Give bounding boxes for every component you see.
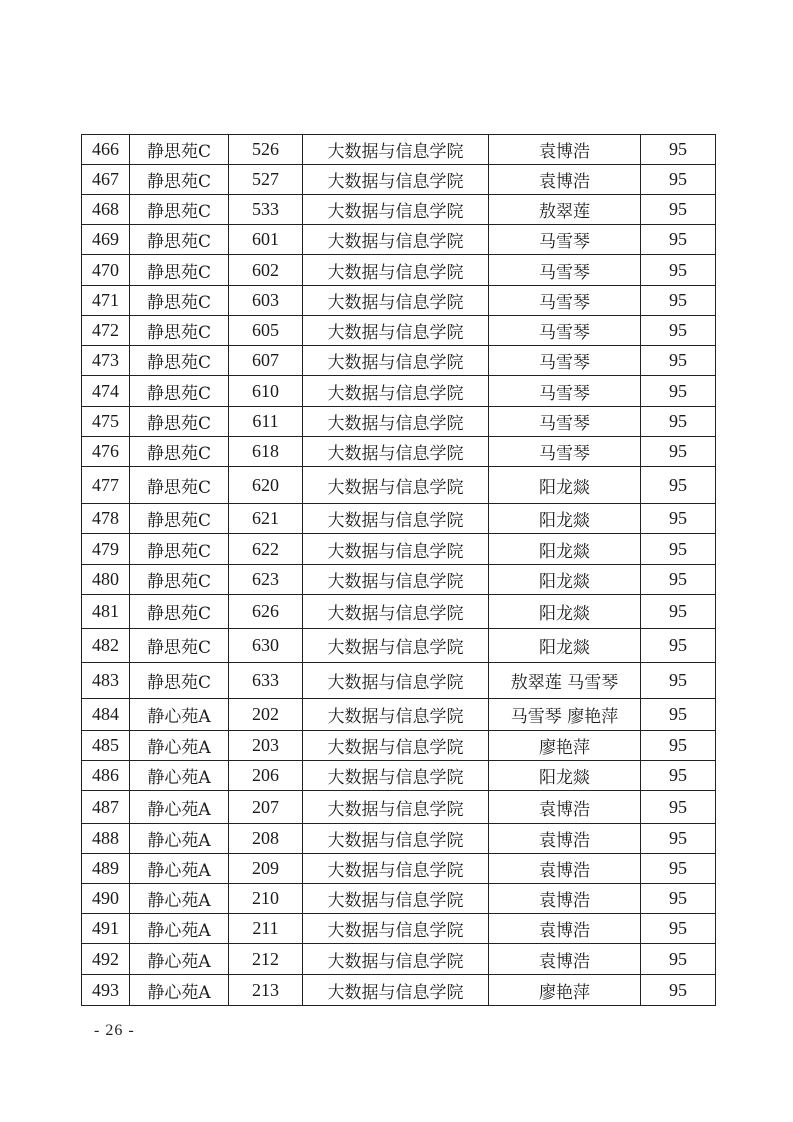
inspector-name: 阳龙燚 [489,761,641,791]
table-row [82,663,716,699]
building-name: 静思苑C [130,437,229,467]
table-row [82,225,716,255]
inspector-name: 阳龙燚 [489,595,641,629]
college-name: 大数据与信息学院 [303,699,489,731]
building-name: 静心苑A [130,914,229,944]
building-name: 静心苑A [130,854,229,884]
row-number: 476 [82,437,130,467]
inspector-name: 马雪琴 [489,346,641,376]
row-number: 487 [82,791,130,824]
score-value: 95 [641,286,716,316]
room-number: 526 [229,135,303,165]
inspector-name: 阳龙燚 [489,467,641,504]
score-value: 95 [641,565,716,595]
table-row [82,504,716,534]
inspector-name: 阳龙燚 [489,629,641,663]
inspector-name: 阳龙燚 [489,534,641,565]
score-value: 95 [641,407,716,437]
row-number: 491 [82,914,130,944]
score-value: 95 [641,467,716,504]
score-value: 95 [641,595,716,629]
building-name: 静心苑A [130,699,229,731]
row-number: 475 [82,407,130,437]
college-name: 大数据与信息学院 [303,286,489,316]
room-number: 207 [229,791,303,824]
building-name: 静思苑C [130,504,229,534]
inspector-name: 马雪琴 [489,376,641,407]
building-name: 静思苑C [130,346,229,376]
room-number: 622 [229,534,303,565]
college-name: 大数据与信息学院 [303,165,489,195]
score-value: 95 [641,376,716,407]
row-number: 466 [82,135,130,165]
room-number: 211 [229,914,303,944]
row-number: 481 [82,595,130,629]
dormitory-score-table [81,134,716,1006]
row-number: 484 [82,699,130,731]
score-value: 95 [641,346,716,376]
college-name: 大数据与信息学院 [303,944,489,975]
score-value: 95 [641,854,716,884]
score-value: 95 [641,534,716,565]
room-number: 203 [229,731,303,761]
room-number: 213 [229,975,303,1006]
inspector-name: 马雪琴 廖艳萍 [489,699,641,731]
table-row [82,316,716,346]
inspector-name: 袁博浩 [489,824,641,854]
row-number: 467 [82,165,130,195]
row-number: 482 [82,629,130,663]
building-name: 静心苑A [130,791,229,824]
college-name: 大数据与信息学院 [303,407,489,437]
room-number: 601 [229,225,303,255]
score-value: 95 [641,731,716,761]
building-name: 静思苑C [130,316,229,346]
table-row [82,286,716,316]
college-name: 大数据与信息学院 [303,595,489,629]
room-number: 527 [229,165,303,195]
row-number: 478 [82,504,130,534]
table-row [82,534,716,565]
building-name: 静心苑A [130,731,229,761]
score-value: 95 [641,761,716,791]
table-row [82,407,716,437]
table-row [82,944,716,975]
college-name: 大数据与信息学院 [303,135,489,165]
score-value: 95 [641,225,716,255]
score-value: 95 [641,975,716,1006]
building-name: 静思苑C [130,376,229,407]
score-value: 95 [641,255,716,286]
room-number: 618 [229,437,303,467]
inspector-name: 袁博浩 [489,884,641,914]
room-number: 212 [229,944,303,975]
inspector-name: 袁博浩 [489,914,641,944]
row-number: 470 [82,255,130,286]
building-name: 静思苑C [130,407,229,437]
college-name: 大数据与信息学院 [303,731,489,761]
table-row [82,165,716,195]
inspector-name: 袁博浩 [489,165,641,195]
building-name: 静思苑C [130,467,229,504]
college-name: 大数据与信息学院 [303,534,489,565]
score-value: 95 [641,629,716,663]
college-name: 大数据与信息学院 [303,346,489,376]
row-number: 485 [82,731,130,761]
inspector-name: 阳龙燚 [489,504,641,534]
table-row [82,884,716,914]
row-number: 473 [82,346,130,376]
room-number: 206 [229,761,303,791]
room-number: 633 [229,663,303,699]
college-name: 大数据与信息学院 [303,225,489,255]
building-name: 静思苑C [130,565,229,595]
college-name: 大数据与信息学院 [303,761,489,791]
room-number: 620 [229,467,303,504]
row-number: 480 [82,565,130,595]
table-row [82,437,716,467]
inspector-name: 阳龙燚 [489,565,641,595]
building-name: 静思苑C [130,165,229,195]
building-name: 静心苑A [130,884,229,914]
college-name: 大数据与信息学院 [303,629,489,663]
college-name: 大数据与信息学院 [303,504,489,534]
college-name: 大数据与信息学院 [303,975,489,1006]
row-number: 493 [82,975,130,1006]
room-number: 621 [229,504,303,534]
inspector-name: 马雪琴 [489,225,641,255]
row-number: 488 [82,824,130,854]
college-name: 大数据与信息学院 [303,195,489,225]
table-row [82,595,716,629]
table-row [82,699,716,731]
table-row [82,975,716,1006]
building-name: 静思苑C [130,629,229,663]
score-value: 95 [641,914,716,944]
score-value: 95 [641,824,716,854]
table-row [82,824,716,854]
inspector-name: 袁博浩 [489,791,641,824]
room-number: 202 [229,699,303,731]
row-number: 471 [82,286,130,316]
inspector-name: 廖艳萍 [489,731,641,761]
room-number: 603 [229,286,303,316]
table-row [82,255,716,286]
score-value: 95 [641,135,716,165]
college-name: 大数据与信息学院 [303,437,489,467]
inspector-name: 敖翠莲 马雪琴 [489,663,641,699]
college-name: 大数据与信息学院 [303,884,489,914]
table-row [82,346,716,376]
score-value: 95 [641,195,716,225]
row-number: 474 [82,376,130,407]
room-number: 630 [229,629,303,663]
score-value: 95 [641,884,716,914]
room-number: 623 [229,565,303,595]
inspector-name: 马雪琴 [489,407,641,437]
room-number: 210 [229,884,303,914]
table-row [82,731,716,761]
table-body [82,135,716,1006]
inspector-name: 马雪琴 [489,286,641,316]
building-name: 静思苑C [130,595,229,629]
score-value: 95 [641,791,716,824]
row-number: 468 [82,195,130,225]
building-name: 静思苑C [130,663,229,699]
table-row [82,629,716,663]
room-number: 607 [229,346,303,376]
table-row [82,195,716,225]
room-number: 610 [229,376,303,407]
score-value: 95 [641,663,716,699]
room-number: 208 [229,824,303,854]
inspector-name: 马雪琴 [489,255,641,286]
inspector-name: 袁博浩 [489,944,641,975]
college-name: 大数据与信息学院 [303,791,489,824]
inspector-name: 袁博浩 [489,854,641,884]
score-value: 95 [641,504,716,534]
table-row [82,376,716,407]
college-name: 大数据与信息学院 [303,565,489,595]
college-name: 大数据与信息学院 [303,467,489,504]
table-row [82,467,716,504]
page-number: - 26 - [94,1022,135,1039]
building-name: 静思苑C [130,255,229,286]
building-name: 静思苑C [130,534,229,565]
inspector-name: 敖翠莲 [489,195,641,225]
row-number: 469 [82,225,130,255]
college-name: 大数据与信息学院 [303,663,489,699]
building-name: 静思苑C [130,135,229,165]
score-value: 95 [641,165,716,195]
row-number: 477 [82,467,130,504]
table-row [82,565,716,595]
college-name: 大数据与信息学院 [303,376,489,407]
row-number: 483 [82,663,130,699]
inspector-name: 马雪琴 [489,316,641,346]
row-number: 490 [82,884,130,914]
building-name: 静心苑A [130,944,229,975]
row-number: 472 [82,316,130,346]
room-number: 611 [229,407,303,437]
room-number: 605 [229,316,303,346]
building-name: 静思苑C [130,225,229,255]
table-row [82,761,716,791]
building-name: 静心苑A [130,975,229,1006]
row-number: 492 [82,944,130,975]
row-number: 479 [82,534,130,565]
college-name: 大数据与信息学院 [303,914,489,944]
building-name: 静思苑C [130,286,229,316]
room-number: 533 [229,195,303,225]
inspector-name: 廖艳萍 [489,975,641,1006]
table-row [82,791,716,824]
table-row [82,135,716,165]
room-number: 602 [229,255,303,286]
building-name: 静思苑C [130,195,229,225]
room-number: 209 [229,854,303,884]
score-value: 95 [641,944,716,975]
college-name: 大数据与信息学院 [303,854,489,884]
score-value: 95 [641,316,716,346]
table-row [82,914,716,944]
row-number: 489 [82,854,130,884]
row-number: 486 [82,761,130,791]
inspector-name: 马雪琴 [489,437,641,467]
college-name: 大数据与信息学院 [303,255,489,286]
building-name: 静心苑A [130,761,229,791]
score-value: 95 [641,699,716,731]
college-name: 大数据与信息学院 [303,824,489,854]
inspector-name: 袁博浩 [489,135,641,165]
room-number: 626 [229,595,303,629]
college-name: 大数据与信息学院 [303,316,489,346]
table-row [82,854,716,884]
score-value: 95 [641,437,716,467]
building-name: 静心苑A [130,824,229,854]
